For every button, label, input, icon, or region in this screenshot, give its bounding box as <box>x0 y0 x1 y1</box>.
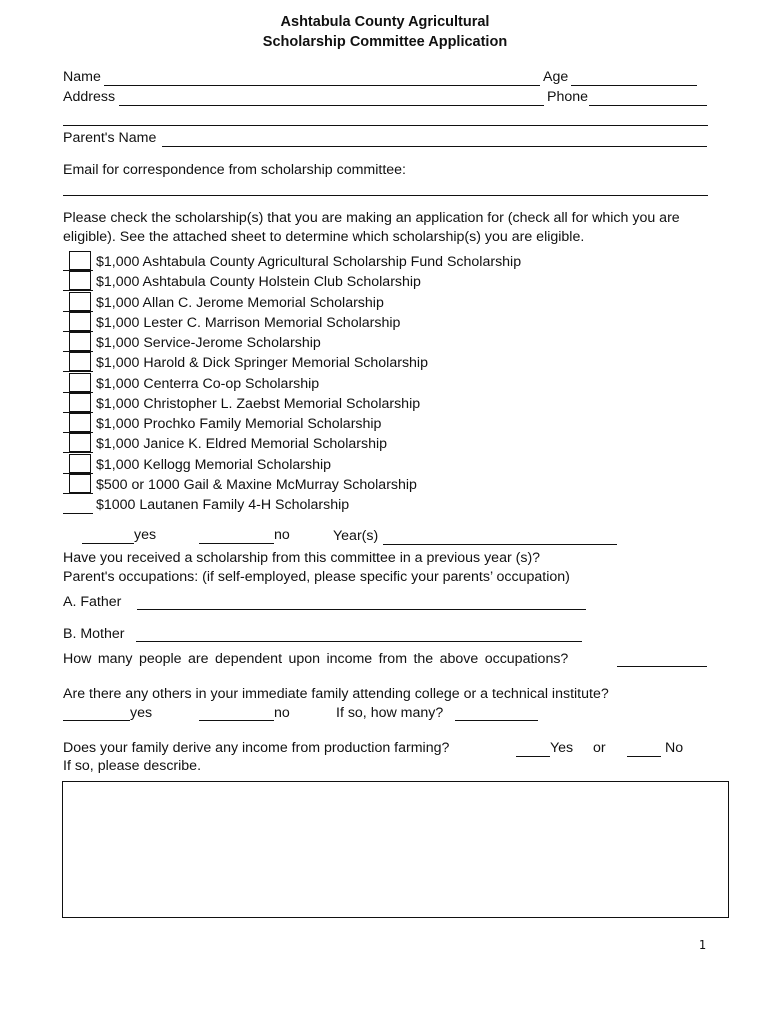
scholarship-checkbox[interactable] <box>69 433 91 452</box>
scholarship-label: $1,000 Ashtabula County Holstein Club Scholarship <box>96 274 421 291</box>
scholarship-checkbox[interactable] <box>69 251 91 270</box>
scholarship-label: $1,000 Ashtabula County Agricultural Scholarship Fund Scholarship <box>96 254 522 270</box>
scholarship-blank-line <box>63 493 93 494</box>
scholarship-label: $1,000 Lester C. Marrison Memorial Scholarship <box>96 314 401 331</box>
previous-yes-blank[interactable] <box>82 543 134 544</box>
previous-question: Have you received a scholarship from this committee in a previous year (s)? <box>63 550 541 566</box>
scholarship-checkbox[interactable] <box>69 312 91 331</box>
age-label: Age <box>543 69 569 85</box>
form-title-line2: Scholarship Committee Application <box>262 34 508 50</box>
farming-description-box[interactable] <box>62 781 729 918</box>
college-question: Are there any others in your immediate family attending college or a technical institute? <box>63 686 609 702</box>
scholarship-label: $1000 Lautanen Family 4-H Scholarship <box>96 497 350 513</box>
college-how-many-field[interactable] <box>455 720 538 721</box>
scholarship-label: $500 or 1000 Gail & Maxine McMurray Scholarship <box>96 476 417 493</box>
scholarship-blank-line[interactable] <box>63 513 93 514</box>
college-yes-blank[interactable] <box>63 720 130 721</box>
previous-years-field[interactable] <box>383 544 617 545</box>
phone-label: Phone <box>547 89 589 105</box>
name-field[interactable] <box>104 85 540 86</box>
father-occupation-field[interactable] <box>137 609 586 610</box>
college-how-many-label: If so, how many? <box>336 705 444 721</box>
form-title-line1: Ashtabula County Agricultural <box>280 14 490 30</box>
farming-yes-label: Yes <box>550 740 574 756</box>
scholarship-label: $1,000 Christopher L. Zaebst Memorial Scholarship <box>96 395 421 412</box>
address-field[interactable] <box>119 105 544 106</box>
mother-label: B. Mother <box>63 626 125 642</box>
scholarship-label: $1,000 Harold & Dick Springer Memorial Scholarship <box>96 355 428 372</box>
father-label: A. Father <box>63 594 122 610</box>
college-no-blank[interactable] <box>199 720 274 721</box>
college-yes-label: yes <box>130 705 153 721</box>
farming-no-blank[interactable] <box>627 756 661 757</box>
email-label: Email for correspondence from scholarship committee: <box>63 162 407 178</box>
previous-no-blank[interactable] <box>199 543 274 544</box>
farming-question: Does your family derive any income from production farming? <box>63 740 450 756</box>
scholarship-checkbox[interactable] <box>69 413 91 432</box>
mother-occupation-field[interactable] <box>136 641 582 642</box>
scholarship-checkbox[interactable] <box>69 454 91 473</box>
scholarship-checkbox[interactable] <box>69 292 91 311</box>
scholarship-instructions: Please check the scholarship(s) that you are making an application for (check all for which you are eligible). See the attached sheet to determine which scholarship(s) you are eligible. <box>63 210 680 245</box>
farming-or-label: or <box>593 740 606 756</box>
age-field[interactable] <box>571 85 697 86</box>
parents-name-field[interactable] <box>162 146 707 147</box>
phone-field[interactable] <box>589 105 707 106</box>
email-field[interactable] <box>63 195 708 196</box>
scholarship-checkbox[interactable] <box>69 474 91 493</box>
address-line-2[interactable] <box>63 125 708 126</box>
scholarship-checkbox[interactable] <box>69 352 91 371</box>
scholarship-label: $1,000 Janice K. Eldred Memorial Scholarship <box>96 436 387 453</box>
scholarship-label: $1,000 Prochko Family Memorial Scholarship <box>96 416 382 432</box>
occupations-prompt: Parent's occupations: (if self-employed, please specific your parents’ occupation) <box>63 569 570 585</box>
previous-yes-label: yes <box>134 527 157 543</box>
page-number: 1 <box>698 938 706 952</box>
previous-no-label: no <box>274 527 290 543</box>
scholarship-label: $1,000 Kellogg Memorial Scholarship <box>96 456 332 473</box>
address-label: Address <box>63 89 116 105</box>
college-no-label: no <box>274 705 290 721</box>
dependents-question: How many people are dependent upon income from the above occupations? <box>63 651 569 667</box>
parents-name-label: Parent's Name <box>63 130 157 146</box>
farming-yes-blank[interactable] <box>516 756 550 757</box>
scholarship-checkbox[interactable] <box>69 271 91 290</box>
scholarship-label: $1,000 Allan C. Jerome Memorial Scholarship <box>96 294 384 311</box>
farming-no-label: No <box>665 740 684 756</box>
scholarship-label: $1,000 Centerra Co-op Scholarship <box>96 375 320 392</box>
dependents-field[interactable] <box>617 666 707 667</box>
scholarship-checkbox[interactable] <box>69 393 91 412</box>
previous-years-label: Year(s) <box>333 528 379 544</box>
scholarship-checkbox[interactable] <box>69 332 91 351</box>
name-label: Name <box>63 69 101 85</box>
scholarship-label: $1,000 Service-Jerome Scholarship <box>96 335 321 351</box>
farming-describe-label: If so, please describe. <box>63 758 202 774</box>
scholarship-checkbox[interactable] <box>69 373 91 392</box>
